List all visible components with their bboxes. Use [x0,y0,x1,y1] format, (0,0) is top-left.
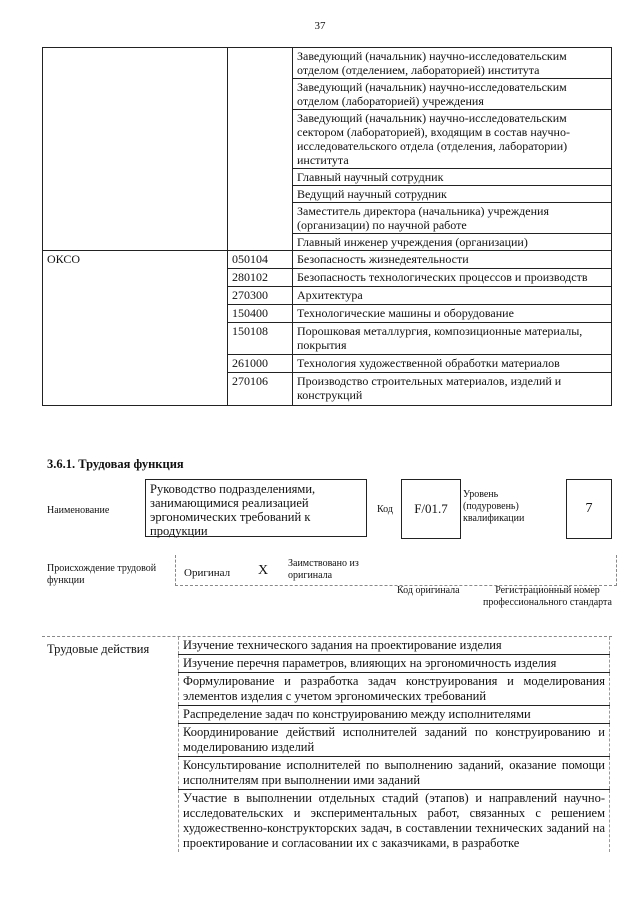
okso-code: 150400 [228,304,293,322]
original-label: Оригинал [184,567,231,579]
code-label: Код [377,504,393,515]
position-cell: Ведущий научный сотрудник [293,186,612,203]
table-row [179,790,610,853]
labor-actions-label: Трудовые действия [47,642,150,656]
labor-action: Распределение задач по конструированию между исполнителями [179,706,610,724]
page-number: 37 [314,20,326,32]
original-mark: X [258,563,269,578]
okso-name: Технологические машины и оборудование [293,304,612,322]
reg-number-label: Регистрационный номер профессионального стандарта [483,585,612,608]
position-cell: Заведующий (начальник) научно-исследовательским сектором (лабораторией), входящим в состав научно-исследовательского отдела (отделения, лаборатории) института [293,110,612,169]
borrowed-label: Заимствовано из оригинала [288,558,359,581]
okso-name: Технология художественной обработки материалов [293,355,612,373]
labor-action: Формулирование и разработка задач конструирования и моделирования элементов изделия с учетом эргономических требований [179,673,610,706]
table-row [43,48,612,79]
table-row [43,251,612,269]
position-cell: Главный научный сотрудник [293,169,612,186]
okso-code: 050104 [228,251,293,269]
labor-action: Консультирование исполнителей по выполнению заданий, оказание помощи исполнителям при выполнении ими заданий [179,757,610,790]
table-row [179,637,610,655]
position-cell: Заведующий (начальник) научно-исследовательским отделом (лабораторией) учреждения [293,79,612,110]
okso-label: ОКСО [43,251,228,406]
function-name-box: Руководство подразделениями, занимающимися реализацией эргономических требований к продукции [145,479,367,537]
table-row [179,757,610,790]
labor-action: Участие в выполнении отдельных стадий (этапов) и направлений научно-исследовательских и экспериментальных работ, связанных с решением художественно-конструкторских задач, в составлении технических заданий на проектирование и согласовании их с заказчиками, в разработке [179,790,610,853]
name-label: Наименование [47,505,110,516]
okso-name: Производство строительных материалов, изделий и конструкций [293,373,612,406]
level-label: Уровень (подуровень) квалификации [463,489,525,524]
position-cell: Заместитель директора (начальника) учреждения (организации) по научной работе [293,203,612,234]
table-row [179,655,610,673]
okso-name: Безопасность жизнедеятельности [293,251,612,269]
position-cell: Главный инженер учреждения (организации) [293,234,612,251]
okso-code: 270300 [228,286,293,304]
okso-name: Безопасность технологических процессов и производств [293,268,612,286]
orig-code-label: Код оригинала [397,585,460,596]
okso-name: Архитектура [293,286,612,304]
table-row [179,724,610,757]
table-row [179,706,610,724]
okso-code: 261000 [228,355,293,373]
level-box: 7 [566,479,612,539]
okso-code: 270106 [228,373,293,406]
labor-action: Изучение перечня параметров, влияющих на эргономичность изделия [179,655,610,673]
labor-action: Изучение технического задания на проектирование изделия [179,637,610,655]
okso-name: Порошковая металлургия, композиционные материалы, покрытия [293,322,612,355]
okso-code: 280102 [228,268,293,286]
section-title: 3.6.1. Трудовая функция [47,457,184,471]
positions-okso-table [42,47,612,406]
origin-row [175,555,617,586]
position-cell: Заведующий (начальник) научно-исследовательским отделом (отделением, лабораторией) института [293,48,612,79]
okso-code: 150108 [228,322,293,355]
table-row [179,673,610,706]
labor-actions-table [178,637,610,852]
function-code-box: F/01.7 [401,479,461,539]
origin-label: Происхождение трудовой функции [47,563,157,586]
labor-action: Координирование действий исполнителей заданий по конструированию и моделированию изделий [179,724,610,757]
